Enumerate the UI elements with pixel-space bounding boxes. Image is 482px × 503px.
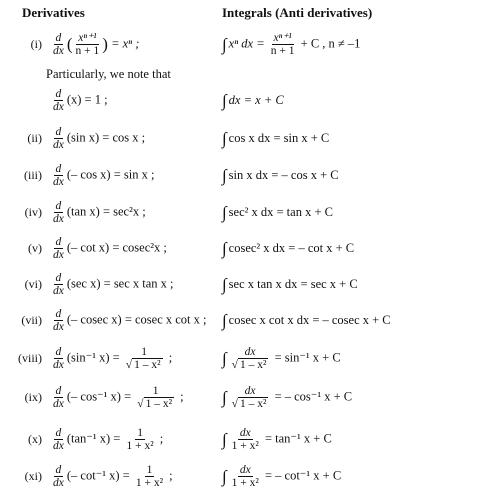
formula-row-ii: (ii) $\frac{d}{dx}$ (sin x) = cos x ; ∫ cos x dx = sin x + C: [27, 126, 330, 152]
formula-row-vii: (vii) $\frac{d}{dx}$ (– cosec x) = cosec x cot x ; ∫ cosec x cot x dx = – cosec x + C: [21, 308, 391, 334]
formula-row-viii: (viii) $\frac{d}{dx}$ (sin⁻¹ x) = $\frac{1}{\text{√ 1 – x²}}$ ; ∫ $\frac{dx}{\text{√ 1 – x²}}$ = sin⁻¹ x + C: [18, 346, 341, 372]
integrals-header: Integrals (Anti derivatives): [222, 5, 373, 20]
note-text: Particularly, we note that: [46, 67, 171, 81]
derivatives-header: Derivatives: [22, 5, 85, 20]
formula-row-v: (v) $\frac{d}{dx}$ (– cot x) = cosec²x ; ∫ cosec² x dx = – cot x + C: [28, 236, 355, 262]
formula-row-vi: (vi) $\frac{d}{dx}$ (sec x) = sec x tan x ; ∫ sec x tan x dx = sec x + C: [24, 272, 358, 298]
derivative-expr: $\frac{d}{dx}$ (x) = 1 ;: [53, 88, 108, 114]
formula-row-iii: (iii) $\frac{d}{dx}$ (– cos x) = sin x ; ∫ sin x dx = – cos x + C: [24, 163, 339, 189]
formula-row-special: [0, 88, 482, 113]
formula-row-xi: (xi) $\frac{d}{dx}$ (– cot⁻¹ x) = $\frac{1}{\text{1 + x²}}$ ; ∫ $\frac{dx}{\text{1 + x²}}$ = – cot⁻¹ x + C: [24, 464, 342, 490]
formula-row-x: (x) $\frac{d}{dx}$ (tan⁻¹ x) = $\frac{1}{\text{1 + x²}}$ ; ∫ $\frac{dx}{\text{1 + x²}}$ = tan⁻¹ x + C: [28, 427, 332, 453]
integral-expr: ∫ dx = x + C: [222, 90, 284, 110]
formula-row-i: [0, 32, 482, 57]
integral-expr: ∫ xⁿ dx = $\frac{\text{xⁿ⁺¹}}{n + 1}$ + C , n ≠ –1: [222, 32, 361, 58]
formula-row-ix: (ix) $\frac{d}{dx}$ (– cos⁻¹ x) = $\frac{1}{\text{√ 1 – x²}}$ ; ∫ $\frac{dx}{\text{√ 1 – x²}}$ = – cos⁻¹ x + C: [24, 385, 353, 411]
derivative-expr: $\frac{d}{dx}$ ( $\frac{\text{xⁿ⁺¹}}{n + 1}$ ) = xⁿ ;: [53, 32, 140, 58]
formula-row-iv: (iv) $\frac{d}{dx}$ (tan x) = sec²x ; ∫ sec² x dx = tan x + C: [24, 200, 333, 226]
row-number: (i): [30, 37, 42, 52]
